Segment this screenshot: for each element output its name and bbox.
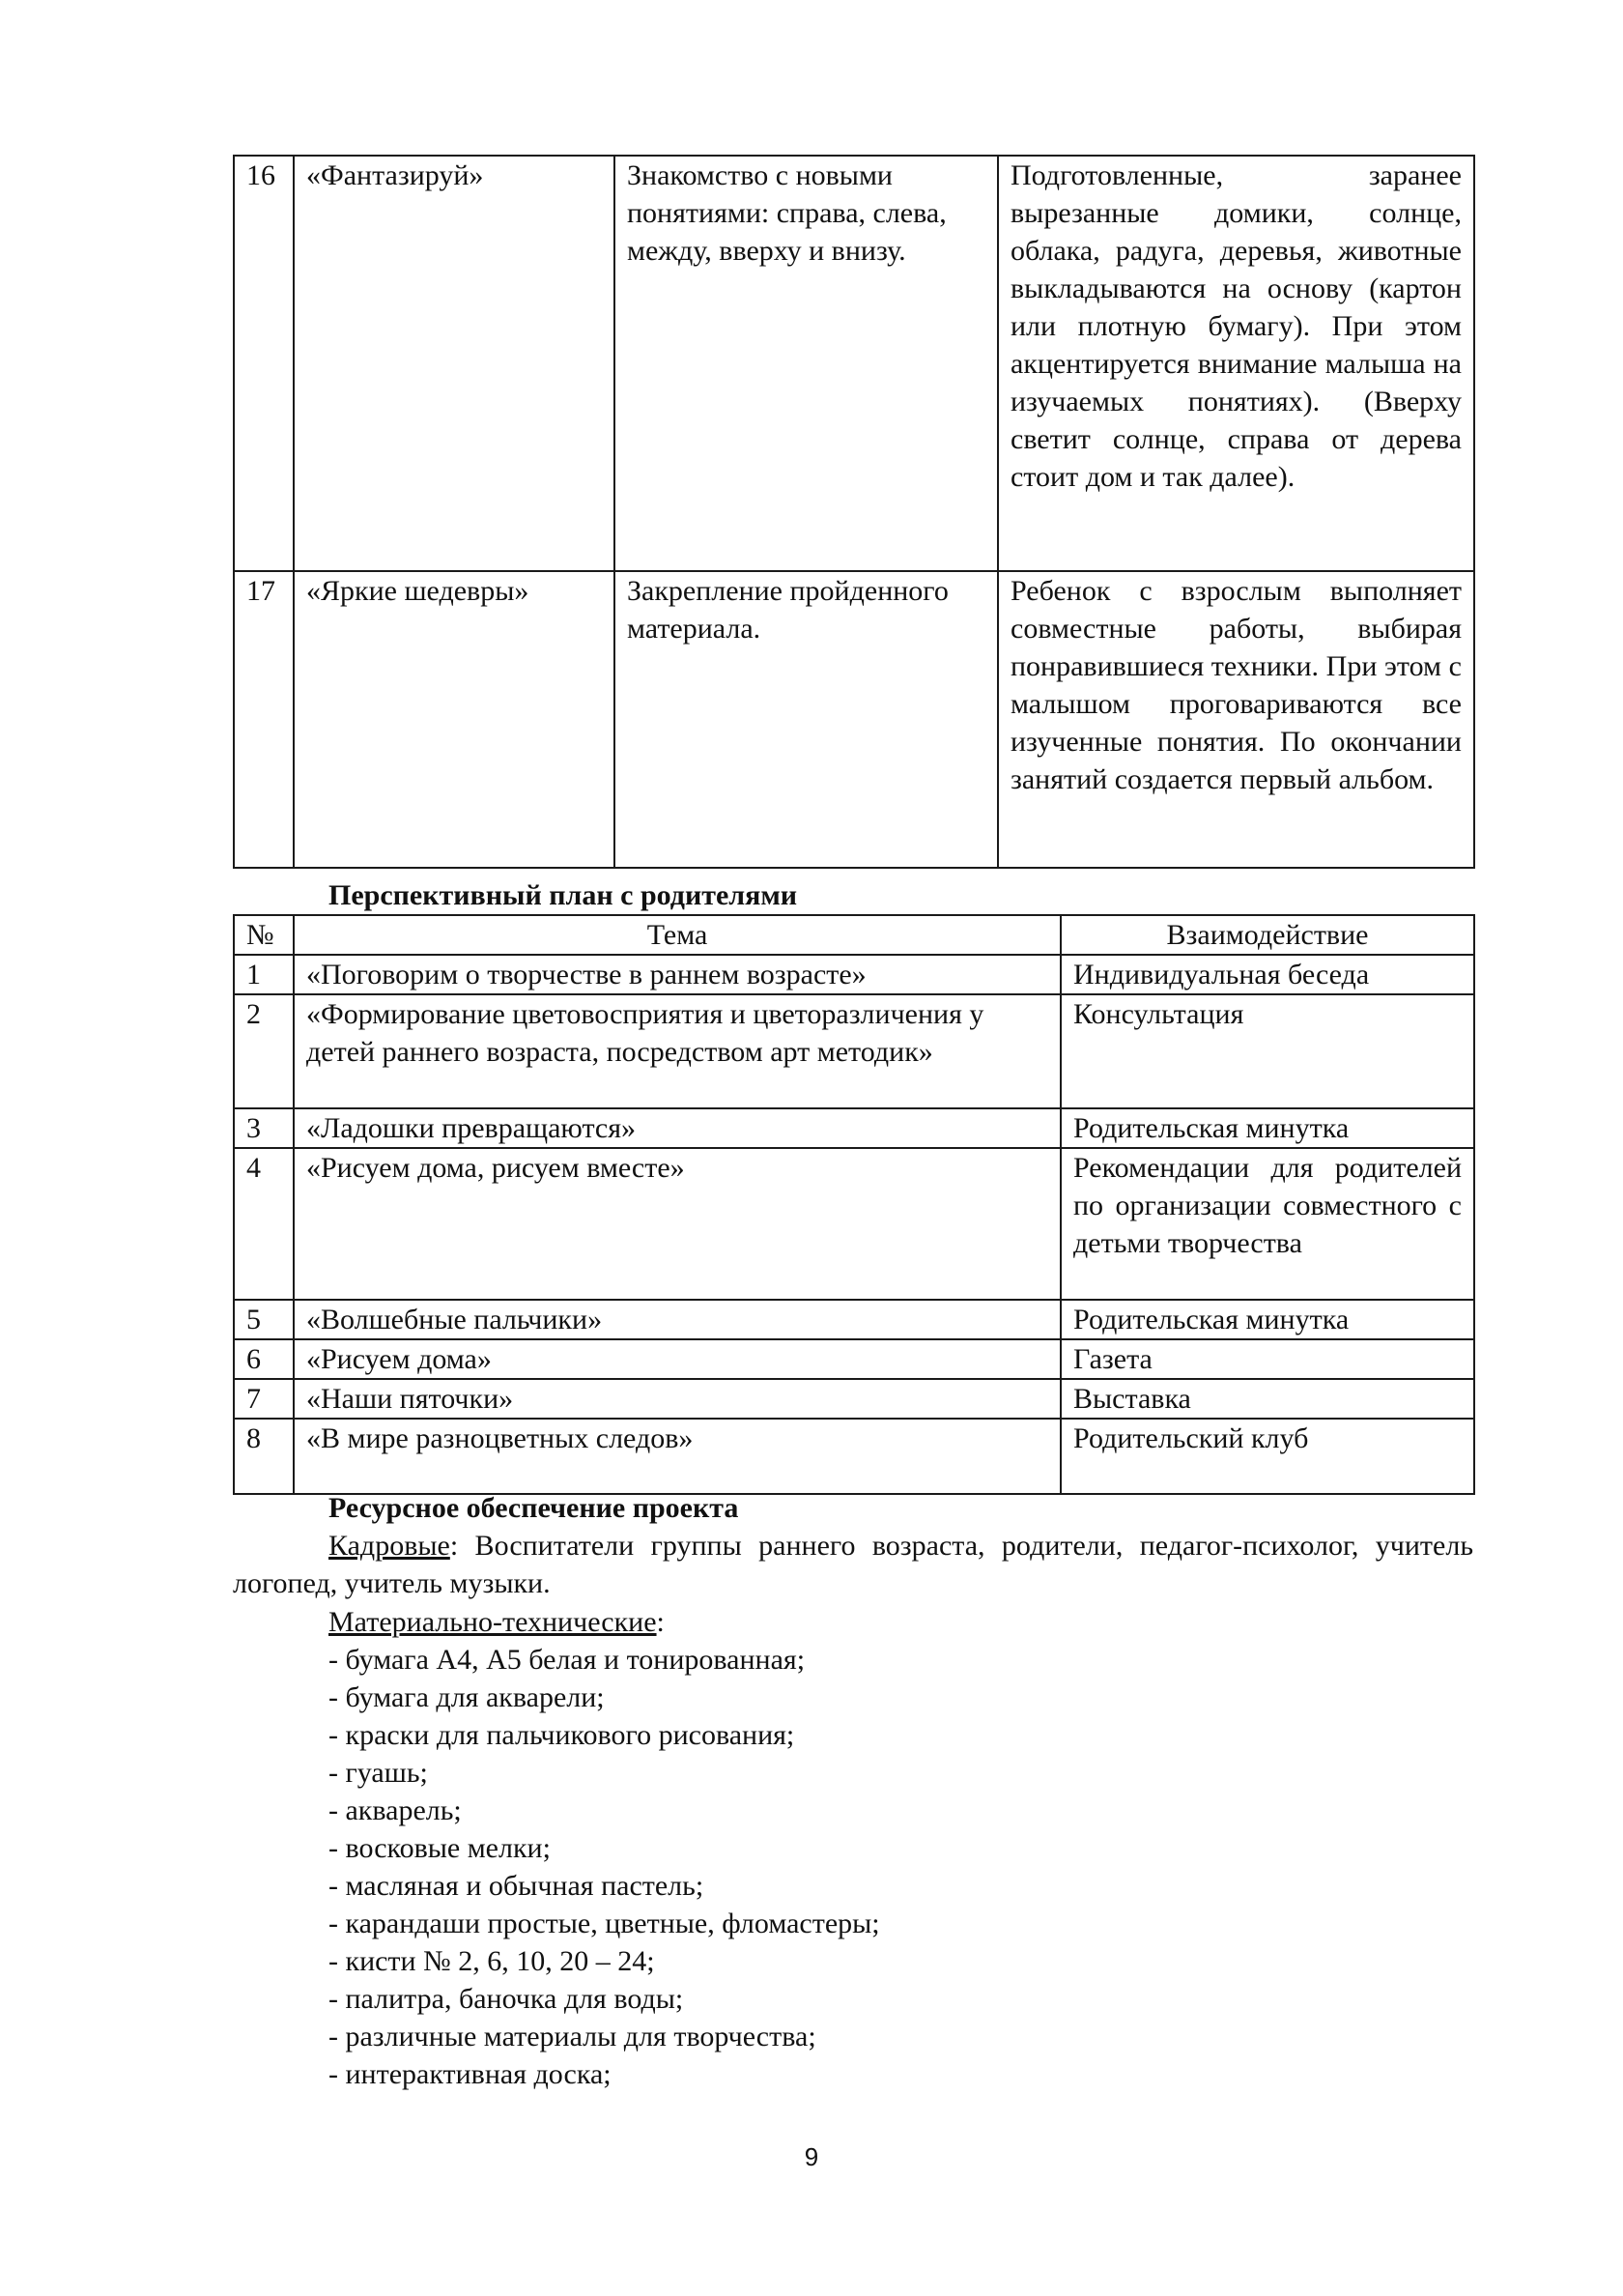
staff-label: Кадровые xyxy=(328,1530,450,1562)
table-row xyxy=(234,1419,1474,1494)
activity-goal: Закрепление пройденного материала. xyxy=(614,571,998,868)
table-row xyxy=(234,1379,1474,1419)
row-topic: «Ладошки превращаются» xyxy=(294,1108,1061,1148)
parents-plan-heading: Перспективный план с родителями xyxy=(328,879,798,911)
resources-heading: Ресурсное обеспечение проекта xyxy=(328,1492,739,1524)
activity-goal: Знакомство с новыми понятиями: справа, слева, между, вверху и внизу. xyxy=(614,156,998,571)
row-number: 8 xyxy=(234,1419,294,1494)
row-interaction: Родительская минутка xyxy=(1061,1300,1474,1339)
list-item: - бумага А4, А5 белая и тонированная; xyxy=(328,1644,806,1676)
row-number: 1 xyxy=(234,955,294,994)
list-item: - палитра, баночка для воды; xyxy=(328,1983,684,2015)
materials-label: Материально-технические xyxy=(328,1606,657,1638)
list-item: - гуашь; xyxy=(328,1757,428,1789)
staff-text: : Воспитатели группы раннего возраста, родители, педагог-психолог, учитель логопед, учитель музыки. xyxy=(233,1530,1473,1599)
header-interaction: Взаимодействие xyxy=(1061,915,1474,955)
row-topic: «Рисуем дома» xyxy=(294,1339,1061,1379)
list-item: - бумага для акварели; xyxy=(328,1681,605,1713)
header-number: № xyxy=(234,915,294,955)
staff-paragraph xyxy=(233,1527,1473,1602)
materials-label-colon: : xyxy=(656,1606,665,1638)
row-topic: «Волшебные пальчики» xyxy=(294,1300,1061,1339)
row-interaction: Рекомендации для родителей по организации совместного с детьми творчества xyxy=(1061,1148,1474,1300)
row-interaction: Родительская минутка xyxy=(1061,1108,1474,1148)
materials-label-line xyxy=(328,1603,665,1641)
table-row xyxy=(234,1300,1474,1339)
row-interaction: Консультация xyxy=(1061,994,1474,1108)
activities-table xyxy=(233,155,1475,869)
table-row xyxy=(234,955,1474,994)
activity-number: 17 xyxy=(234,571,294,868)
row-number: 5 xyxy=(234,1300,294,1339)
page-number: 9 xyxy=(804,2142,819,2171)
parents-plan-table xyxy=(233,914,1475,1495)
activity-description: Подготовленные, заранее вырезанные домики, солнце, облака, радуга, деревья, животные выкладываются на основу (картон или плотную бумагу). При этом акцентируется внимание малыша на изучаемых понятиях). (Вверху светит солнце, справа от дерева стоит дом и так далее). xyxy=(998,156,1474,571)
row-topic: «Наши пяточки» xyxy=(294,1379,1061,1419)
table-row xyxy=(234,1108,1474,1148)
table-row xyxy=(234,1148,1474,1300)
list-item: - акварель; xyxy=(328,1794,462,1826)
list-item: - кисти № 2, 6, 10, 20 – 24; xyxy=(328,1945,655,1977)
table-row xyxy=(234,1339,1474,1379)
materials-list xyxy=(328,1641,880,2093)
activity-description: Ребенок с взрослым выполняет совместные работы, выбирая понравившиеся техники. При этом с малышом проговариваются все изученные понятия. По окончании занятий создается первый альбом. xyxy=(998,571,1474,868)
row-interaction: Индивидуальная беседа xyxy=(1061,955,1474,994)
list-item: - краски для пальчикового рисования; xyxy=(328,1719,795,1751)
row-number: 7 xyxy=(234,1379,294,1419)
table-header-row xyxy=(234,915,1474,955)
row-number: 3 xyxy=(234,1108,294,1148)
row-topic: «Формирование цветовосприятия и цветоразличения у детей раннего возраста, посредством арт методик» xyxy=(294,994,1061,1108)
row-interaction: Родительский клуб xyxy=(1061,1419,1474,1494)
list-item: - карандаши простые, цветные, фломастеры; xyxy=(328,1908,880,1939)
row-topic: «В мире разноцветных следов» xyxy=(294,1419,1061,1494)
row-number: 4 xyxy=(234,1148,294,1300)
list-item: - интерактивная доска; xyxy=(328,2058,612,2090)
table-row xyxy=(234,571,1474,868)
list-item: - восковые мелки; xyxy=(328,1832,551,1864)
row-interaction: Газета xyxy=(1061,1339,1474,1379)
row-topic: «Поговорим о творчестве в раннем возрасте» xyxy=(294,955,1061,994)
activity-number: 16 xyxy=(234,156,294,571)
activity-title: «Фантазируй» xyxy=(294,156,614,571)
list-item: - различные материалы для творчества; xyxy=(328,2021,816,2052)
list-item: - масляная и обычная пастель; xyxy=(328,1870,704,1902)
header-topic: Тема xyxy=(294,915,1061,955)
activity-title: «Яркие шедевры» xyxy=(294,571,614,868)
row-number: 6 xyxy=(234,1339,294,1379)
row-number: 2 xyxy=(234,994,294,1108)
table-row xyxy=(234,994,1474,1108)
row-topic: «Рисуем дома, рисуем вместе» xyxy=(294,1148,1061,1300)
table-row xyxy=(234,156,1474,571)
row-interaction: Выставка xyxy=(1061,1379,1474,1419)
